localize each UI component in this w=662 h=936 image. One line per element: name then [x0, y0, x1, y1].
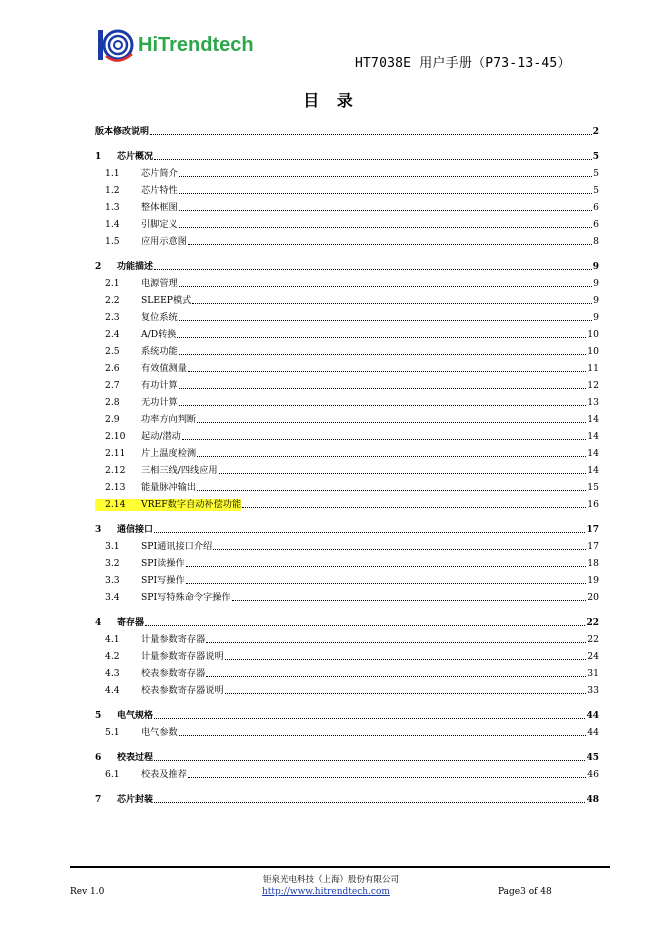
toc-entry-number: 2.3	[105, 312, 120, 323]
toc-entry-page: 20	[587, 592, 599, 603]
toc-subsection-entry[interactable]	[95, 764, 599, 781]
toc-entry-number: 5	[95, 711, 102, 721]
toc-entry-page: 6	[593, 202, 599, 213]
toc-dot-leader	[188, 244, 592, 245]
toc-subsection-entry[interactable]	[95, 214, 599, 231]
toc-entry-page: 14	[587, 465, 599, 476]
toc-subsection-entry[interactable]	[95, 375, 599, 392]
footer-divider	[70, 866, 610, 868]
svg-text:HiTrendtech: HiTrendtech	[138, 34, 254, 56]
table-of-contents	[95, 120, 599, 806]
toc-section-entry[interactable]	[95, 746, 599, 764]
toc-subsection-entry[interactable]	[95, 536, 599, 553]
toc-entry-title: 起动/潜动	[141, 431, 181, 442]
toc-entry-title: 校表参数寄存器	[141, 668, 206, 679]
toc-entry-title: SPI读操作	[141, 558, 185, 569]
toc-subsection-entry[interactable]	[95, 680, 599, 697]
toc-entry-number: 6.1	[105, 769, 120, 780]
toc-subsection-entry[interactable]	[95, 570, 599, 587]
toc-section-entry[interactable]	[95, 255, 599, 273]
toc-entry-page: 19	[587, 575, 599, 586]
toc-entry-title: 版本修改说明	[95, 127, 150, 137]
toc-dot-leader	[179, 354, 587, 355]
toc-entry-number: 6	[95, 753, 102, 763]
toc-entry-page: 9	[592, 262, 599, 272]
toc-subsection-entry[interactable]	[95, 477, 599, 494]
toc-entry-title: 应用示意图	[141, 236, 187, 247]
toc-entry-title: 计量参数寄存器	[141, 634, 206, 645]
toc-subsection-entry[interactable]	[95, 197, 599, 214]
toc-subsection-entry[interactable]	[95, 358, 599, 375]
toc-subsection-entry[interactable]	[95, 324, 599, 341]
footer-website-link[interactable]: http://www.hitrendtech.com	[262, 887, 390, 897]
footer-page-number: Page3 of 48	[498, 887, 552, 897]
toc-subsection-entry[interactable]	[95, 180, 599, 197]
toc-gap	[95, 248, 599, 255]
toc-entry-number: 2.2	[105, 295, 120, 306]
toc-entry-page: 22	[587, 634, 599, 645]
toc-entry-number: 2.8	[105, 397, 120, 408]
toc-gap	[95, 604, 599, 611]
toc-entry-title: 芯片封装	[117, 795, 154, 805]
toc-entry-number: 5.1	[105, 727, 120, 738]
toc-subsection-entry[interactable]	[95, 409, 599, 426]
toc-entry-title: SPI写操作	[141, 575, 185, 586]
toc-entry-number: 3.1	[105, 541, 120, 552]
toc-dot-leader	[197, 422, 586, 423]
toc-subsection-entry[interactable]	[95, 646, 599, 663]
company-logo	[96, 26, 276, 68]
toc-entry-number: 2.5	[105, 346, 120, 357]
toc-entry-page: 10	[587, 346, 599, 357]
toc-entry-title: 有效值测量	[141, 363, 187, 374]
toc-heading: 目 录	[303, 91, 359, 110]
toc-dot-leader	[188, 777, 586, 778]
toc-entry-page: 48	[586, 795, 599, 805]
toc-dot-leader	[154, 718, 585, 719]
toc-entry-title: 芯片特性	[141, 185, 178, 196]
toc-entry-page: 44	[587, 727, 599, 738]
toc-gap	[95, 697, 599, 704]
toc-entry-page: 11	[587, 363, 599, 374]
toc-entry-page: 16	[587, 499, 599, 510]
toc-subsection-entry[interactable]	[95, 426, 599, 443]
toc-entry-number: 2.1	[105, 278, 120, 289]
toc-dot-leader	[213, 549, 586, 550]
toc-entry-number: 2.4	[105, 329, 120, 340]
toc-entry-page: 15	[587, 482, 599, 493]
toc-entry-title: 复位系统	[141, 312, 178, 323]
toc-dot-leader	[179, 210, 592, 211]
toc-subsection-entry[interactable]	[95, 290, 599, 307]
toc-entry-page: 18	[587, 558, 599, 569]
toc-gap	[95, 781, 599, 788]
toc-entry-page: 12	[587, 380, 599, 391]
toc-entry-title: 电气参数	[141, 727, 178, 738]
toc-entry-title: 引脚定义	[141, 219, 178, 230]
toc-entry-page: 9	[593, 278, 599, 289]
toc-section-entry[interactable]	[95, 704, 599, 722]
toc-entry-title: 能量脉冲输出	[141, 482, 197, 493]
toc-entry-number: 1.4	[105, 219, 120, 230]
toc-entry-title: SPI通讯接口介绍	[141, 541, 213, 552]
toc-subsection-entry[interactable]	[95, 341, 599, 358]
hitrend-logo-icon	[96, 26, 276, 68]
toc-dot-leader	[179, 388, 587, 389]
toc-entry-number: 3.4	[105, 592, 120, 603]
toc-subsection-entry[interactable]	[95, 231, 599, 248]
toc-entry-page: 5	[592, 152, 599, 162]
toc-entry-number: 4.2	[105, 651, 120, 662]
toc-dot-leader	[179, 286, 592, 287]
toc-dot-leader	[177, 337, 586, 338]
toc-dot-leader	[197, 490, 586, 491]
toc-subsection-entry[interactable]	[95, 307, 599, 324]
toc-entry-number: 2.6	[105, 363, 120, 374]
toc-entry-number: 2	[95, 262, 102, 272]
toc-entry-page: 44	[586, 711, 599, 721]
toc-subsection-entry[interactable]	[95, 392, 599, 409]
toc-dot-leader	[186, 583, 587, 584]
toc-dot-leader	[225, 693, 587, 694]
toc-dot-leader	[179, 227, 592, 228]
toc-dot-leader	[206, 642, 586, 643]
toc-entry-page: 14	[587, 431, 599, 442]
toc-dot-leader	[145, 625, 585, 626]
toc-entry-title: 无功计算	[141, 397, 178, 408]
toc-section-entry[interactable]	[95, 611, 599, 629]
toc-entry-page: 9	[593, 295, 599, 306]
toc-dot-leader	[186, 566, 587, 567]
toc-entry-number: 4.3	[105, 668, 120, 679]
toc-entry-page: 5	[593, 168, 599, 179]
toc-entry-title: 校表过程	[117, 753, 154, 763]
toc-entry-page: 24	[587, 651, 599, 662]
toc-entry-page: 17	[587, 541, 599, 552]
toc-gap	[95, 511, 599, 518]
toc-dot-leader	[179, 320, 592, 321]
toc-entry-title: 电源管理	[141, 278, 178, 289]
toc-gap	[95, 739, 599, 746]
toc-entry-page: 45	[586, 753, 599, 763]
toc-subsection-entry[interactable]	[95, 553, 599, 570]
toc-dot-leader	[242, 507, 586, 508]
toc-dot-leader	[192, 303, 592, 304]
toc-entry-title: 系统功能	[141, 346, 178, 357]
toc-entry-page: 13	[587, 397, 599, 408]
toc-entry-number: 1.2	[105, 185, 120, 196]
toc-dot-leader	[179, 193, 592, 194]
toc-subsection-entry[interactable]	[95, 273, 599, 290]
toc-subsection-entry[interactable]	[95, 722, 599, 739]
toc-dot-leader	[154, 159, 592, 160]
toc-entry-title: 通信接口	[117, 525, 154, 535]
toc-dot-leader	[188, 371, 586, 372]
toc-entry-title: 芯片概况	[117, 152, 154, 162]
toc-section-entry[interactable]	[95, 145, 599, 163]
toc-entry-title: 片上温度检测	[141, 448, 197, 459]
toc-entry-title: SPI写特殊命令字操作	[141, 592, 231, 603]
toc-entry-title: 寄存器	[117, 618, 145, 628]
toc-entry-page: 14	[587, 414, 599, 425]
toc-entry-title: 有功计算	[141, 380, 178, 391]
toc-section-entry[interactable]	[95, 120, 599, 138]
toc-entry-page: 6	[593, 219, 599, 230]
toc-entry-page: 14	[587, 448, 599, 459]
toc-entry-title: SLEEP模式	[141, 295, 192, 306]
toc-subsection-entry[interactable]	[95, 494, 599, 511]
toc-entry-page: 17	[586, 525, 599, 535]
toc-dot-leader	[154, 269, 592, 270]
toc-dot-leader	[179, 176, 592, 177]
toc-dot-leader	[225, 659, 587, 660]
toc-dot-leader	[232, 600, 587, 601]
toc-entry-number: 2.12	[105, 465, 126, 476]
toc-gap	[95, 138, 599, 145]
toc-entry-title: A/D转换	[141, 329, 177, 340]
page-header	[0, 0, 662, 80]
toc-section-entry[interactable]	[95, 788, 599, 806]
toc-entry-page: 10	[587, 329, 599, 340]
toc-entry-page: 46	[587, 769, 599, 780]
toc-subsection-entry[interactable]	[95, 587, 599, 604]
toc-entry-page: 33	[587, 685, 599, 696]
toc-entry-page: 5	[593, 185, 599, 196]
toc-entry-page: 9	[593, 312, 599, 323]
toc-entry-number: 2.13	[105, 482, 126, 493]
toc-entry-number: 2.10	[105, 431, 126, 442]
toc-dot-leader	[206, 676, 586, 677]
toc-entry-number: 1	[95, 152, 102, 162]
toc-entry-title: 三相三线/四线应用	[141, 465, 218, 476]
toc-entry-number: 4	[95, 618, 102, 628]
toc-subsection-entry[interactable]	[95, 663, 599, 680]
toc-entry-title: VREF数字自动补偿功能	[141, 499, 242, 510]
toc-entry-title: 校表参数寄存器说明	[141, 685, 224, 696]
toc-entry-number: 1.1	[105, 168, 120, 179]
toc-entry-page: 8	[593, 236, 599, 247]
toc-entry-number: 4.4	[105, 685, 120, 696]
toc-entry-title: 校表及推荐	[141, 769, 187, 780]
toc-entry-title: 功率方向判断	[141, 414, 197, 425]
toc-entry-number: 1.5	[105, 236, 120, 247]
toc-section-entry[interactable]	[95, 518, 599, 536]
toc-entry-number: 3	[95, 525, 102, 535]
toc-entry-number: 3.3	[105, 575, 120, 586]
toc-entry-title: 功能描述	[117, 262, 154, 272]
toc-entry-number: 2.11	[105, 448, 126, 459]
toc-entry-number: 2.14	[95, 499, 141, 511]
toc-entry-number: 2.9	[105, 414, 120, 425]
document-title: HT7038E 用户手册（P73-13-45）	[355, 56, 571, 71]
toc-entry-page: 31	[587, 668, 599, 679]
toc-entry-number: 1.3	[105, 202, 120, 213]
toc-dot-leader	[154, 532, 585, 533]
toc-entry-number: 4.1	[105, 634, 120, 645]
toc-entry-title: 整体框图	[141, 202, 178, 213]
toc-dot-leader	[154, 802, 585, 803]
footer-revision: Rev 1.0	[70, 887, 105, 897]
toc-dot-leader	[154, 760, 585, 761]
footer-company: 钜泉光电科技（上海）股份有限公司	[262, 875, 399, 885]
toc-subsection-entry[interactable]	[95, 629, 599, 646]
toc-entry-number: 2.7	[105, 380, 120, 391]
toc-dot-leader	[150, 134, 592, 135]
toc-entry-number: 7	[95, 795, 102, 805]
toc-entry-title: 芯片简介	[141, 168, 178, 179]
toc-dot-leader	[179, 735, 587, 736]
toc-subsection-entry[interactable]	[95, 460, 599, 477]
toc-dot-leader	[197, 456, 586, 457]
toc-entry-title: 计量参数寄存器说明	[141, 651, 224, 662]
toc-entry-number: 3.2	[105, 558, 120, 569]
toc-dot-leader	[182, 439, 586, 440]
toc-dot-leader	[179, 405, 587, 406]
toc-subsection-entry[interactable]	[95, 443, 599, 460]
toc-entry-title: 电气规格	[117, 711, 154, 721]
toc-entry-page: 2	[592, 127, 599, 137]
toc-dot-leader	[219, 473, 587, 474]
toc-entry-page: 22	[586, 618, 599, 628]
toc-subsection-entry[interactable]	[95, 163, 599, 180]
